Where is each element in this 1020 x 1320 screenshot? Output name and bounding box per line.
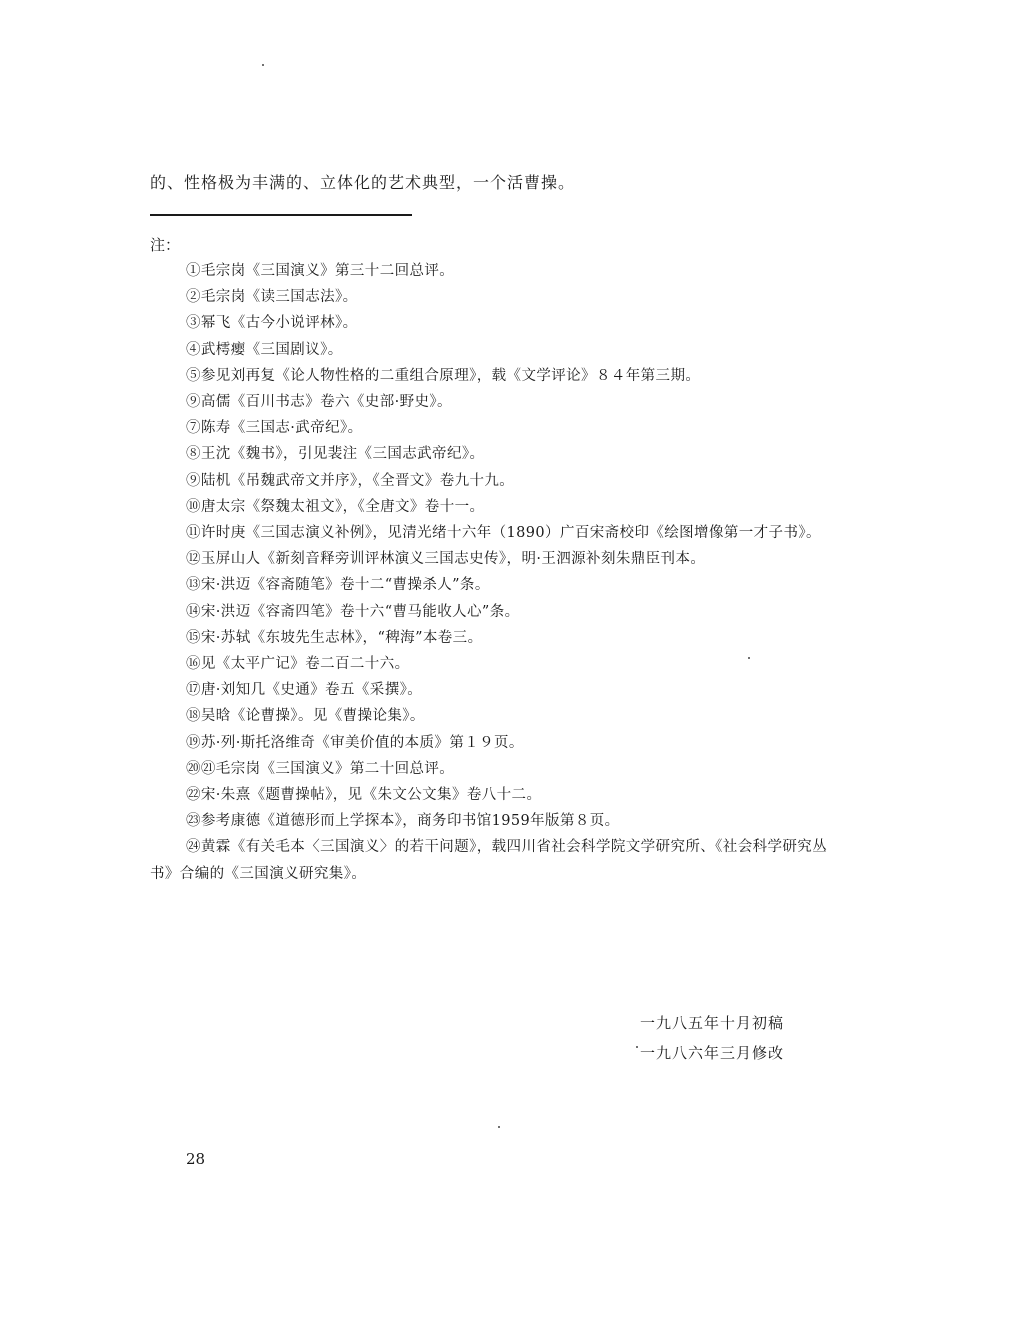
note-item: ⑨高儒《百川书志》卷六《史部·野史》。 bbox=[186, 394, 452, 411]
note-item: ②毛宗岗《读三国志法》。 bbox=[186, 289, 358, 306]
note-item: ⑱吴晗《论曹操》。见《曹操论集》。 bbox=[186, 708, 425, 725]
note-item: ⑰唐·刘知几《史通》卷五《采撰》。 bbox=[186, 682, 423, 699]
note-item: ⑪许时庚《三国志演义补例》，见清光绪十六年（1890）广百宋斋校印《绘图增像第一才子书》。 bbox=[186, 525, 821, 542]
note-item: ㉒宋·朱熹《题曹操帖》，见《朱文公文集》卷八十二。 bbox=[186, 787, 542, 804]
date-block bbox=[640, 1008, 840, 1068]
note-item: ⑤参见刘再复《论人物性格的二重组合原理》，载《文学评论》８４年第三期。 bbox=[186, 367, 701, 384]
notes-heading: 注： bbox=[150, 236, 181, 254]
note-item: ⑧王沈《魏书》，引见裴注《三国志武帝纪》。 bbox=[186, 446, 485, 463]
note-item: ⑲苏·列·斯托洛维奇《审美价值的本质》第１９页。 bbox=[186, 734, 524, 751]
note-item: ①毛宗岗《三国演义》第三十二回总评。 bbox=[186, 263, 455, 279]
note-item: ④武樗瘿《三国剧议》。 bbox=[186, 341, 343, 358]
scan-speck bbox=[498, 1126, 500, 1128]
scan-speck bbox=[636, 1046, 638, 1048]
note-item: ⑫玉屏山人《新刻音释旁训评林演义三国志史传》，明·王泗源补刻朱鼎臣刊本。 bbox=[186, 551, 706, 568]
note-item: ⑬宋·洪迈《容斋随笔》卷十二“曹操杀人”条。 bbox=[186, 577, 490, 594]
note-item: ⑨陆机《吊魏武帝文并序》，《全晋文》卷九十九。 bbox=[186, 472, 515, 489]
scan-speck bbox=[262, 64, 264, 66]
note-item: ㉔黄霖《有关毛本〈三国演义〉的若干问题》，载四川省社会科学院文学研究所、《社会科学研究丛书》合编的《三国演义研究集》。 bbox=[150, 839, 828, 882]
notes-list bbox=[150, 258, 830, 887]
note-item: ⑩唐太宗《祭魏太祖文》，《全唐文》卷十一。 bbox=[186, 498, 485, 515]
note-item: ⑳㉑毛宗岗《三国演义》第二十回总评。 bbox=[186, 760, 455, 777]
page-number: 28 bbox=[186, 1150, 206, 1168]
body-text: 的、性格极为丰满的、立体化的艺术典型，一个活曹操。 bbox=[150, 173, 576, 192]
date-draft: 一九八五年十月初稿 bbox=[640, 1014, 785, 1032]
note-item: ③幂飞《古今小说评林》。 bbox=[186, 315, 358, 332]
note-item: ⑯见《太平广记》卷二百二十六。 bbox=[186, 656, 410, 673]
note-item: ⑭宋·洪迈《容斋四笔》卷十六“曹马能收人心”条。 bbox=[186, 603, 520, 620]
footnote-separator bbox=[150, 214, 412, 216]
note-item: ⑦陈寿《三国志·武帝纪》。 bbox=[186, 420, 363, 437]
note-item: ㉓参考康德《道德形而上学探本》，商务印书馆1959年版第８页。 bbox=[186, 813, 620, 830]
note-item: ⑮宋·苏轼《东坡先生志林》，“稗海”本卷三。 bbox=[186, 629, 483, 646]
date-revised: 一九八六年三月修改 bbox=[640, 1044, 785, 1062]
